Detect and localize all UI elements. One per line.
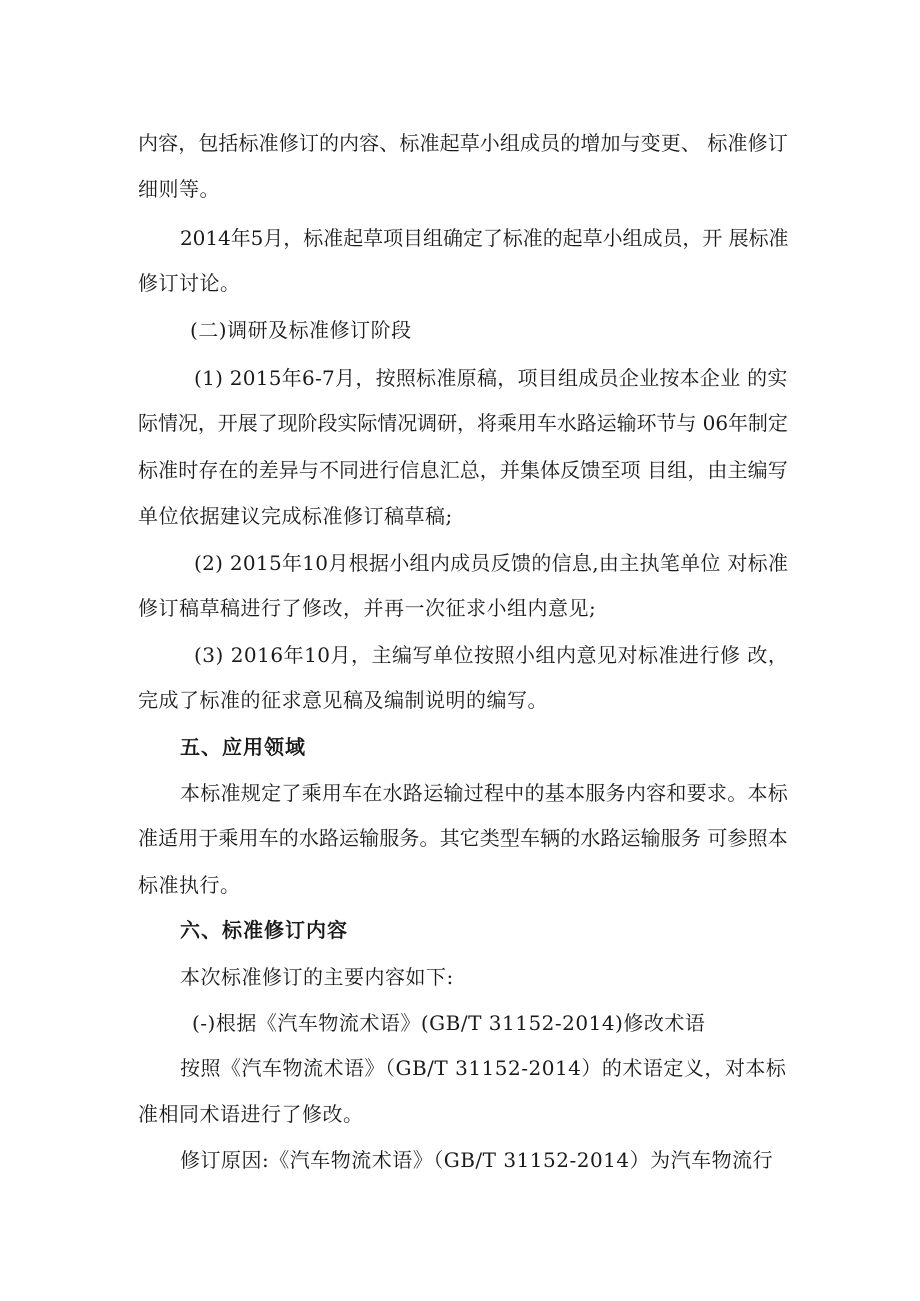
text-line: 按照《汽车物流术语》（GB/T 31152-2014）的术语定义，对本标: [180, 1056, 787, 1080]
section-subheading: (二)调研及标准修订阶段: [190, 318, 412, 342]
text-line: 际情况，开展了现阶段实际情况调研，将乘用车水路运输环节与 06年制定: [138, 411, 788, 435]
text-line: 准适用于乘用车的水路运输服务。其它类型车辆的水路运输服务 可参照本: [138, 826, 788, 850]
text-line: 本次标准修订的主要内容如下:: [180, 965, 454, 989]
text-line: 标准执行。: [138, 873, 241, 897]
text-line: (3) 2016年10月，主编写单位按照小组内意见对标准进行修 改，: [194, 643, 789, 667]
text-line: (2) 2015年10月根据小组内成员反馈的信息,由主执笔单位 对标准: [194, 551, 789, 575]
section-subheading: (-)根据《汽车物流术语》(GB/T 31152-2014)修改术语: [192, 1011, 706, 1035]
text-line: 完成了标准的征求意见稿及编制说明的编写。: [138, 688, 548, 712]
text-line: (1) 2015年6-7月，按照标准原稿，项目组成员企业按本企业 的实: [194, 366, 788, 390]
text-line: 准相同术语进行了修改。: [138, 1102, 364, 1126]
text-line: 修订原因:《汽车物流术语》（GB/T 31152-2014）为汽车物流行: [180, 1148, 774, 1172]
text-line: 修订稿草稿进行了修改，并再一次征求小组内意见;: [138, 596, 597, 620]
text-line: 细则等。: [138, 177, 220, 201]
section-heading-application: 五、应用领域: [180, 735, 306, 759]
text-line: 内容，包括标准修订的内容、标准起草小组成员的增加与变更、 标准修订: [138, 131, 788, 155]
text-line: 单位依据建议完成标准修订稿草稿;: [138, 504, 453, 528]
text-line: 修订讨论。: [138, 271, 241, 295]
section-heading-revision: 六、标准修订内容: [180, 918, 348, 942]
text-line: 2014年5月，标准起草项目组确定了标准的起草小组成员，开 展标准: [180, 226, 789, 250]
text-line: 标准时存在的差异与不同进行信息汇总，并集体反馈至项 目组，由主编写: [138, 458, 788, 482]
text-line: 本标准规定了乘用车在水路运输过程中的基本服务内容和要求。本标: [180, 781, 788, 805]
